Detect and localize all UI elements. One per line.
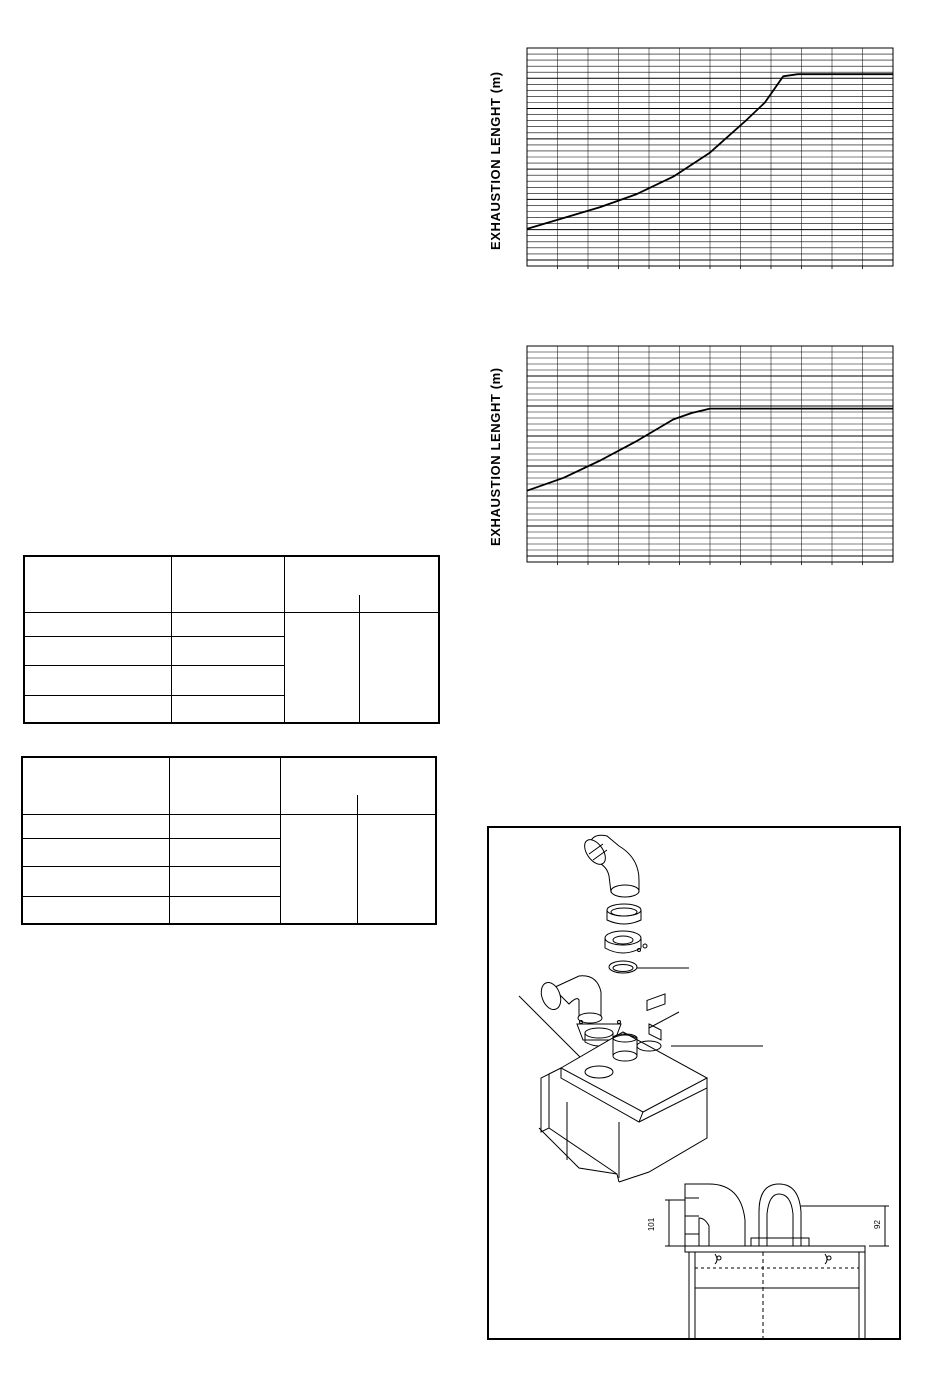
table2-cell — [22, 866, 170, 896]
table1-cell — [24, 612, 172, 636]
table2-header-group — [281, 757, 437, 814]
chart-grid — [527, 346, 893, 565]
table1-header-cell — [172, 556, 285, 612]
table1-cell — [24, 636, 172, 665]
table2-merged-cell — [281, 814, 358, 924]
chart1-y-axis-label: EXHAUSTION LENGHT (m) — [488, 71, 503, 250]
table2-header-cell — [22, 757, 170, 814]
adapter-flange-icon — [605, 931, 647, 953]
table1-merged-cell — [360, 612, 440, 723]
table2-header-cell — [170, 757, 281, 814]
gasket-icon — [609, 961, 637, 973]
table2-cell — [22, 814, 170, 838]
table2-cell — [170, 896, 281, 924]
table2-cell — [170, 866, 281, 896]
table1-cell — [172, 636, 285, 665]
seal-ring-icon — [607, 904, 641, 924]
side-elbow-icon — [538, 976, 602, 1023]
table1-cell — [172, 695, 285, 723]
table2-cell — [170, 838, 281, 866]
table2-merged-cell — [358, 814, 437, 924]
table1-merged-cell — [285, 612, 360, 723]
spec-table-1 — [23, 555, 440, 724]
table1-header-cell — [24, 556, 172, 612]
exhaustion-length-chart-2 — [520, 338, 900, 572]
leader-line — [649, 1012, 679, 1028]
table2-cell — [170, 814, 281, 838]
table2-cell — [22, 896, 170, 924]
elbow-pipe-icon — [580, 835, 639, 897]
table1-cell — [172, 612, 285, 636]
flue-kit-drawing — [489, 828, 899, 1338]
dimension-label-92: 92 — [872, 1220, 882, 1229]
table1-cell — [24, 665, 172, 695]
table2-cell — [22, 838, 170, 866]
spec-table-2 — [21, 756, 437, 925]
table1-cell — [172, 665, 285, 695]
exhaustion-length-chart-1 — [520, 40, 900, 276]
dimension-view-icon — [665, 1184, 889, 1338]
chart2-y-axis-label: EXHAUSTION LENGHT (m) — [488, 367, 503, 546]
flue-kit-figure — [487, 826, 901, 1340]
dimension-label-101: 101 — [647, 1217, 657, 1232]
table1-header-group — [285, 556, 440, 612]
table1-cell — [24, 695, 172, 723]
chart-grid — [527, 48, 893, 269]
